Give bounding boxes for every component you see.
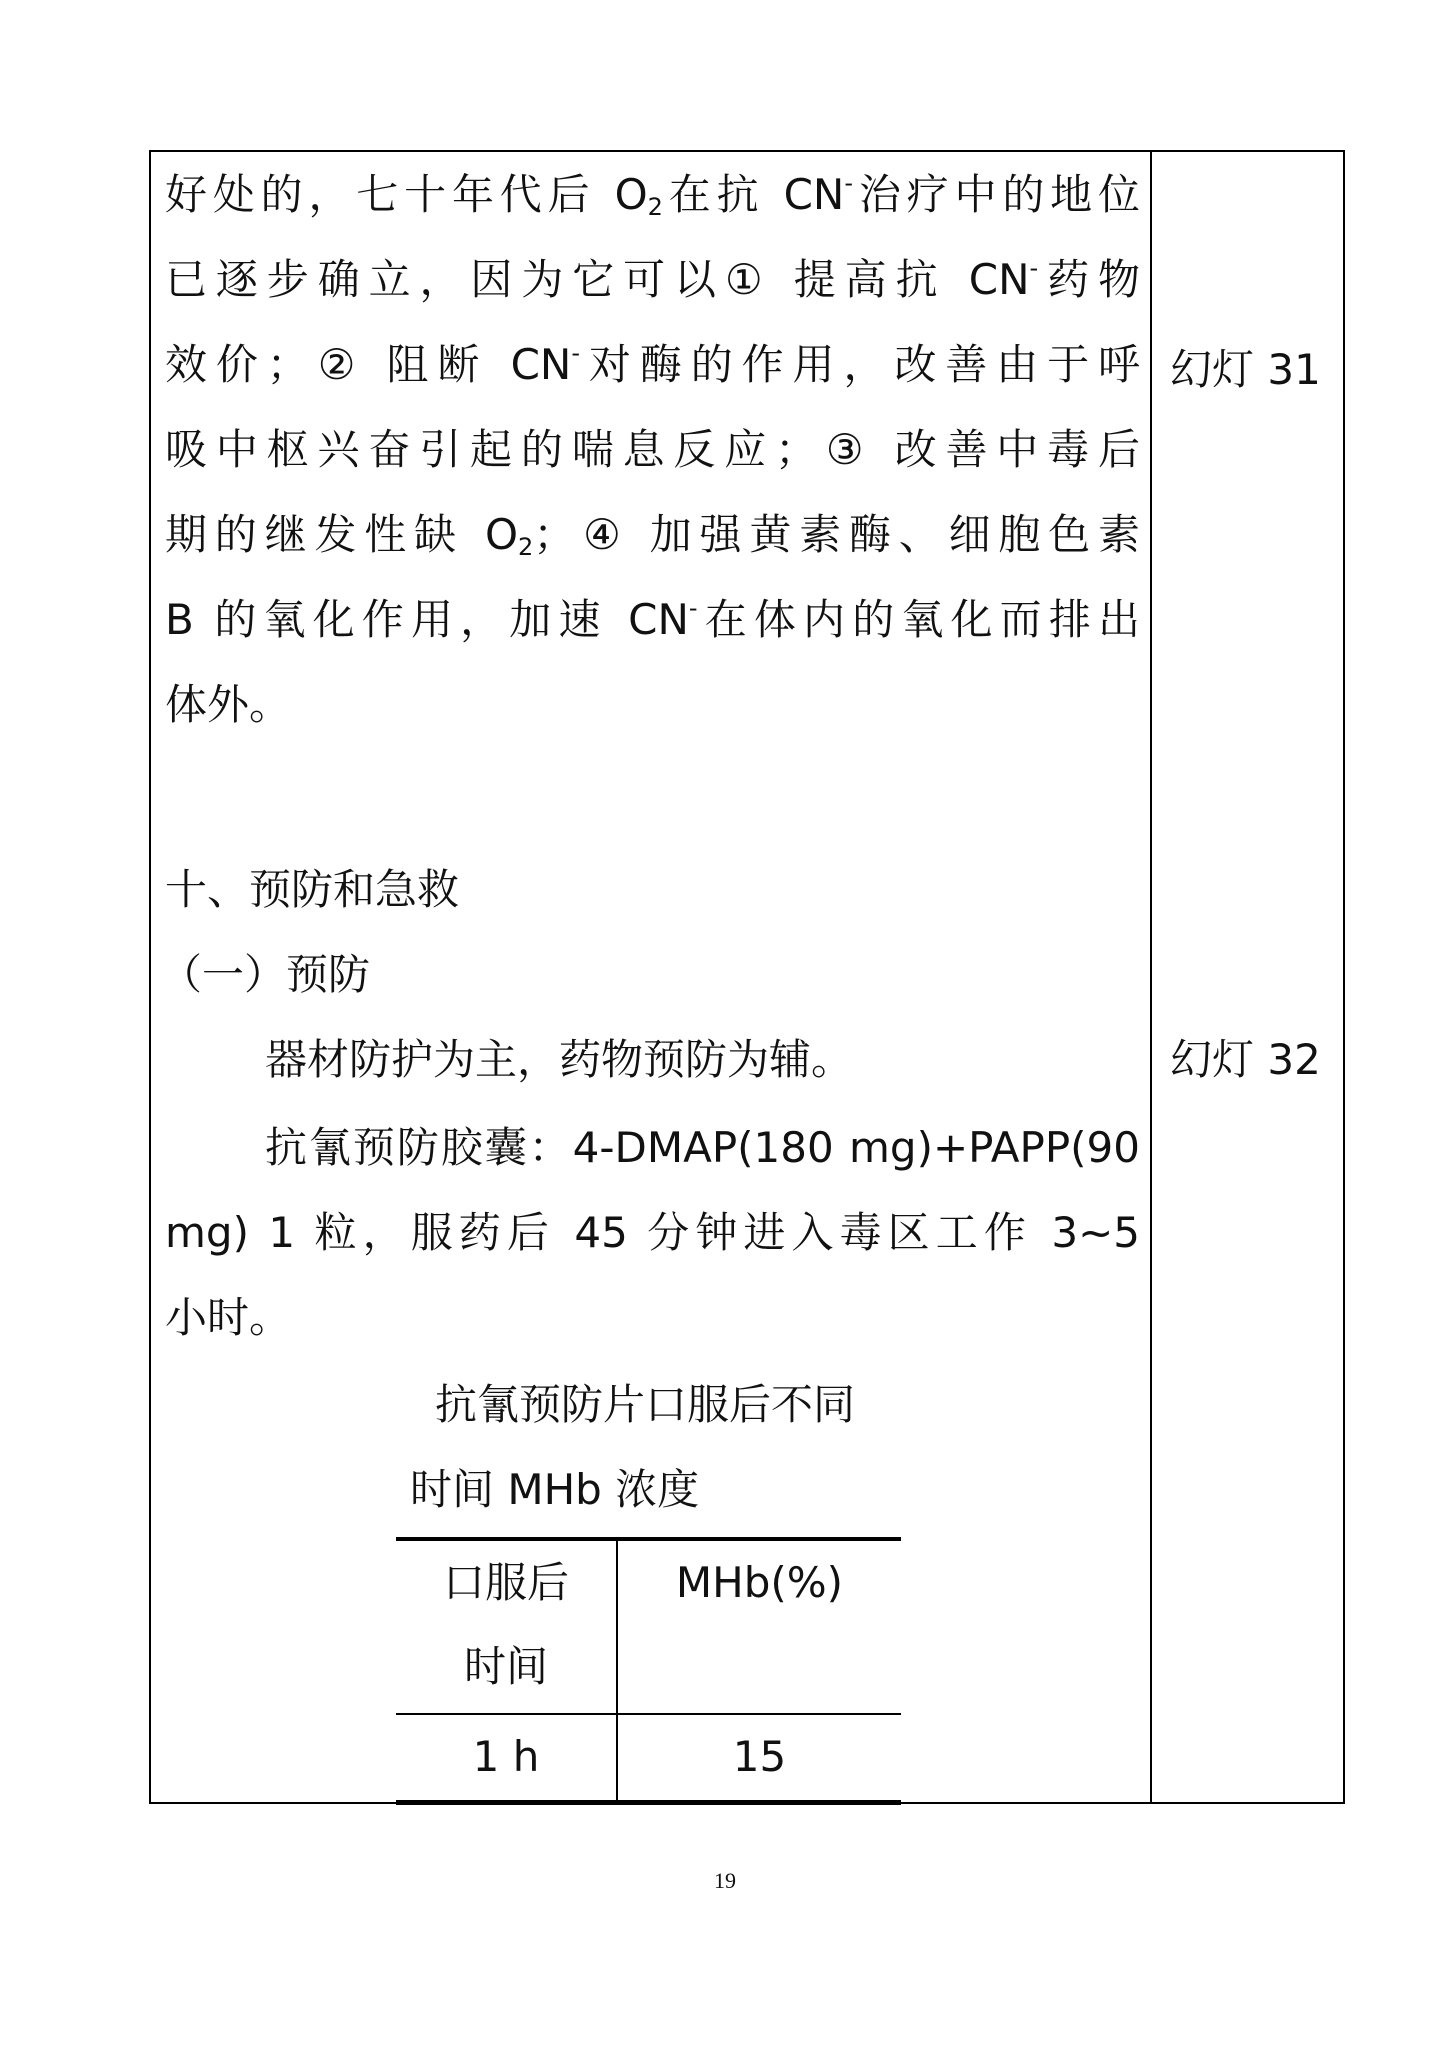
text-line-4: 吸中枢兴奋引起的喘息反应；③ 改善中毒后	[165, 425, 1140, 474]
table-row-mhb: 15	[732, 1732, 787, 1781]
text-line-5: 期的继发性缺 $O_2$；④ 加强黄素酶、细胞色素	[165, 510, 1140, 561]
text-line-3: 效价；② 阻断 CN-对酶的作用，改善由于呼	[165, 339, 1140, 389]
table-header-time-line-1: 口服后	[442, 1558, 569, 1607]
section-heading: 十、预防和急救	[165, 865, 460, 914]
text-line-6: B 的氧化作用，加速 CN-在体内的氧化而排出	[165, 594, 1140, 644]
paragraph-2-line-2: mg) 1 粒，服药后 45 分钟进入毒区工作 3~5	[165, 1208, 1140, 1257]
table-row-time: 1 h	[472, 1732, 540, 1781]
table-bottom-rule	[396, 1800, 901, 1805]
paragraph-1: 器材防护为主，药物预防为辅。	[265, 1035, 854, 1084]
slide-ref-31: 幻灯 31	[1170, 345, 1321, 394]
text-line-1: 好处的，七十年代后 $O_2$在抗 CN-治疗中的地位	[165, 169, 1140, 221]
text-line-7: 体外。	[165, 680, 292, 729]
table-header-mhb: MHb(%)	[675, 1558, 844, 1607]
table-caption-line-1: 抗氰预防片口服后不同	[435, 1380, 856, 1429]
table-top-rule	[396, 1537, 901, 1541]
text-line-2: 已逐步确立，因为它可以① 提高抗 CN-药物	[165, 254, 1140, 304]
slide-ref-32: 幻灯 32	[1170, 1035, 1321, 1084]
page-number: 19	[714, 1868, 736, 1893]
table-caption-line-2: 时间 MHb 浓度	[410, 1465, 700, 1514]
paragraph-2-line-1: 抗氰预防胶囊：4-DMAP(180 mg)+PAPP(90	[265, 1123, 1140, 1172]
paragraph-2-line-3: 小时。	[165, 1293, 292, 1342]
table-header-time-line-2: 时间	[463, 1642, 548, 1691]
table-header-rule	[396, 1713, 901, 1715]
subsection-heading: （一）预防	[160, 950, 371, 999]
column-divider	[1150, 150, 1152, 1804]
